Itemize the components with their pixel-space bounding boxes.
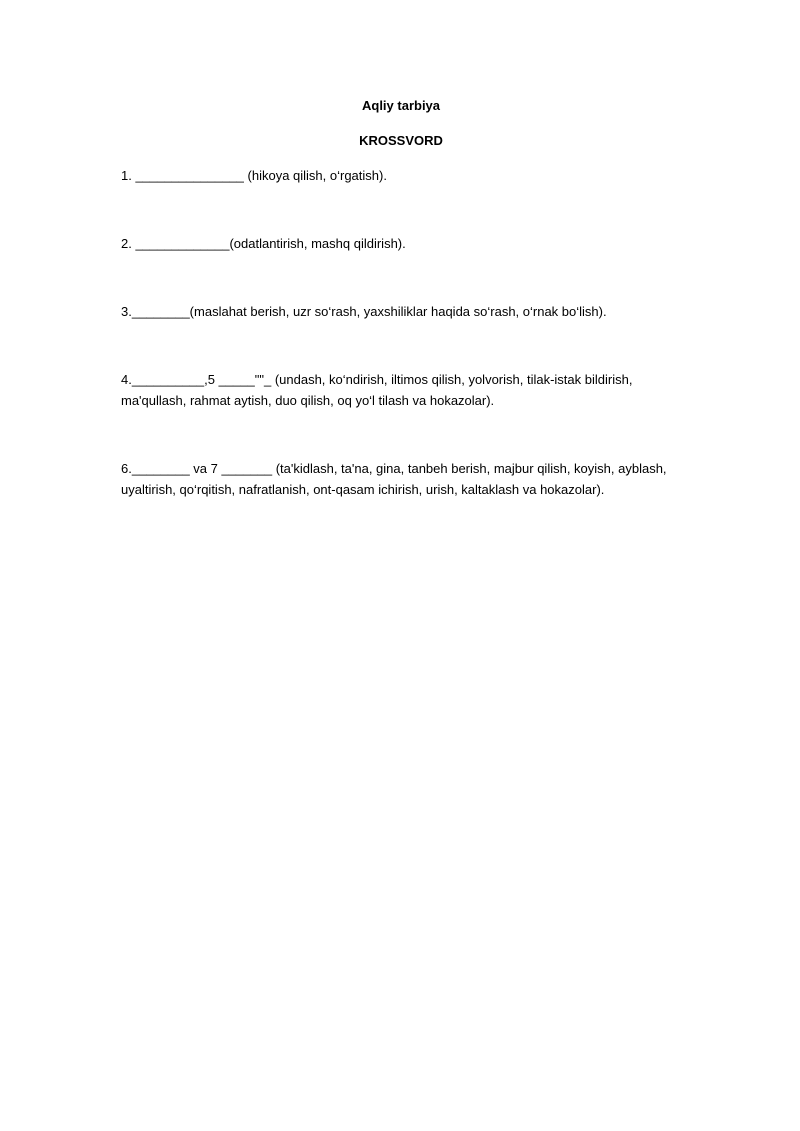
document-subtitle: KROSSVORD: [359, 133, 443, 148]
crossword-item-1: 1. _______________ (hikoya qilish, o‘rgatish).: [121, 168, 387, 183]
document-content: [121, 96, 681, 500]
crossword-item-6: 6.________ va 7 _______ (ta'kidlash, ta'na, gina, tanbeh berish, majbur qilish, koyish, ayblash, uyaltirish, qo‘rqitish, nafratlanish, ont-qasam ichirish, urish, kaltaklash va hokazolar).: [121, 461, 667, 497]
document-title: Aqliy tarbiya: [361, 98, 441, 113]
crossword-item-4: 4.__________,5 _____""_ (undash, ko‘ndirish, iltimos qilish, yolvorish, tilak-istak bildirish, ma'qullash, rahmat aytish, duo qilish, oq yo‘l tilash va hokazolar).: [121, 372, 633, 408]
crossword-item-3: 3.________(maslahat berish, uzr so‘rash, yaxshiliklar haqida so‘rash, o‘rnak bo‘lish).: [121, 304, 607, 319]
crossword-item-2: 2. _____________(odatlantirish, mashq qildirish).: [121, 236, 406, 251]
